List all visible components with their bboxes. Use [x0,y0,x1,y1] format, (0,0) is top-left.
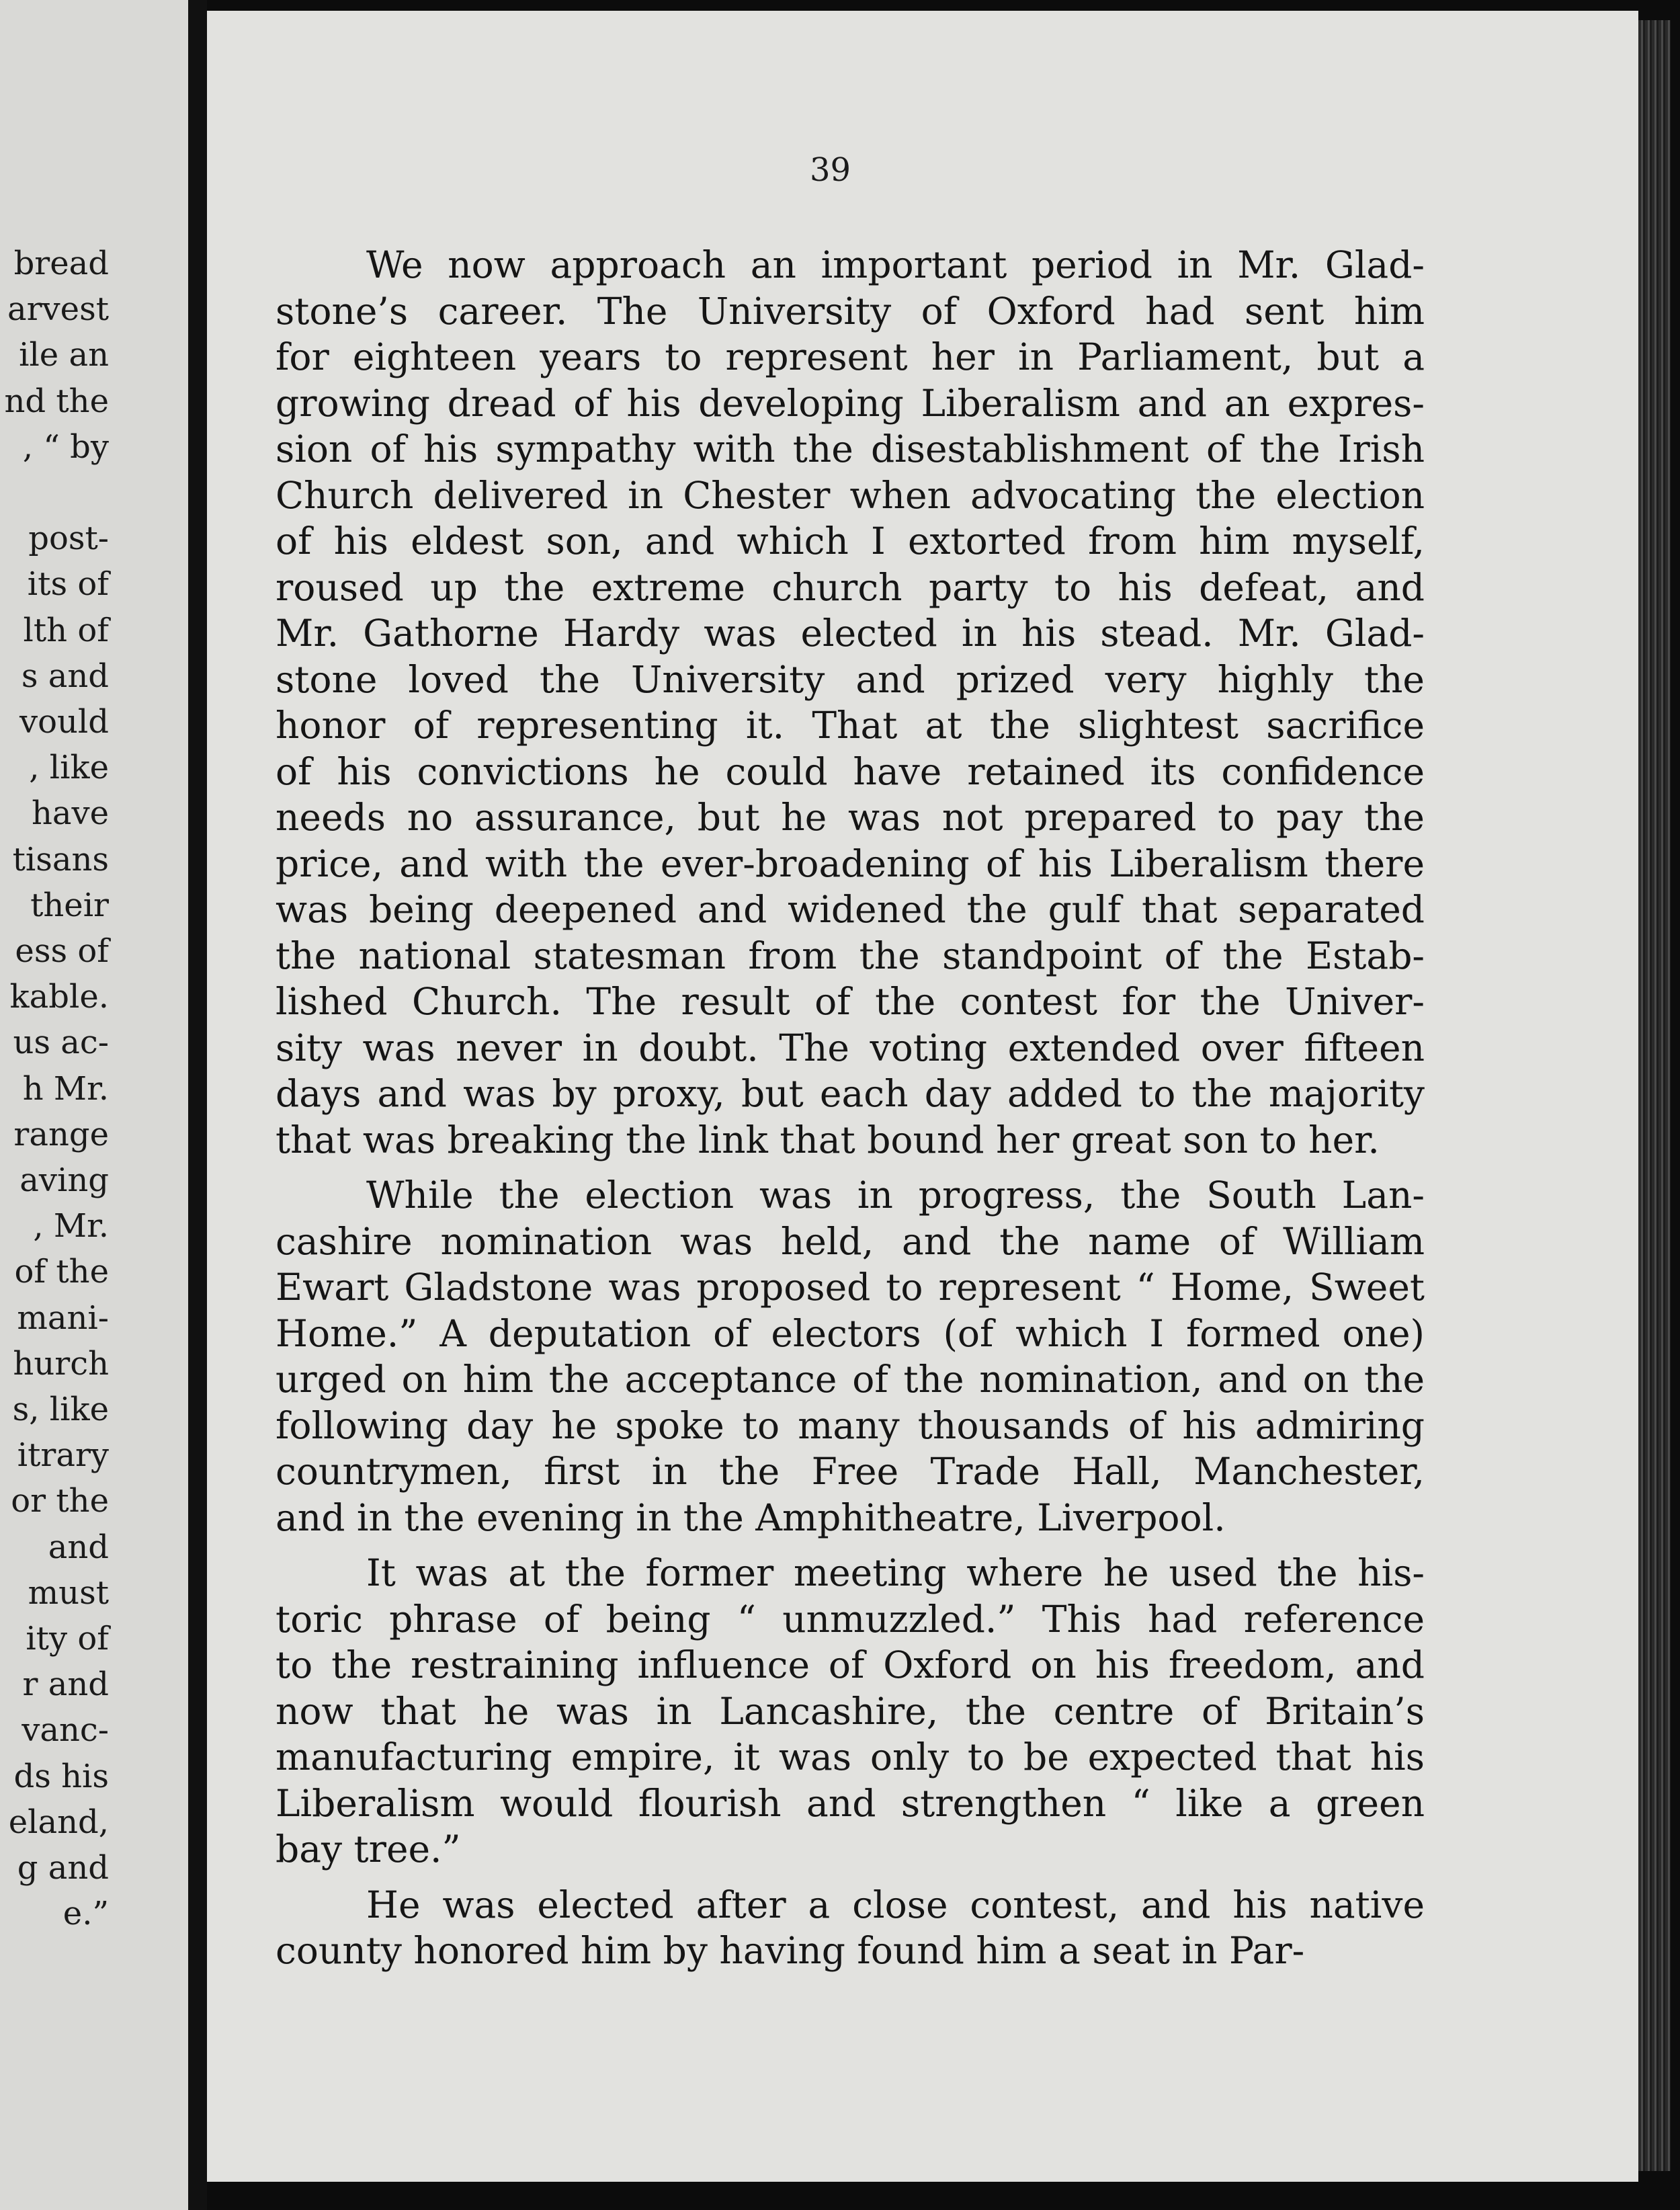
left-page-line: itrary [17,1436,109,1475]
text-line: cashire nomination was held, and the name of William [276,1219,1425,1263]
left-page-line: kable. [9,978,109,1016]
left-page-line: r and [22,1666,109,1704]
left-page-line: ds his [13,1757,109,1795]
left-page-line: their [30,886,109,924]
text-line: lished Church. The result of the contest for the Univer- [276,980,1425,1023]
text-line: Home.” A deputation of electors (of which I formed one) [276,1311,1425,1355]
text-line: stone’s career. The University of Oxford had sent him [276,289,1425,333]
left-page-line: , like [29,749,109,787]
left-page-line: mani- [17,1299,109,1337]
text-line: sion of his sympathy with the disestablishment of the Irish [276,427,1425,470]
paragraph [276,1550,1425,1873]
left-page-line: post- [28,520,109,558]
text-line: for eighteen years to represent her in Parliament, but a [276,335,1425,378]
left-page-line: or the [11,1482,109,1520]
left-page-line: eland, [8,1803,109,1841]
left-page-line: nd the [4,382,109,420]
text-line: needs no assurance, but he was not prepared to pay the [276,796,1425,839]
left-page-line: ity of [26,1620,109,1658]
left-page-line: , Mr. [33,1207,109,1245]
left-page-line: ile an [19,336,109,374]
text-line: of his eldest son, and which I extorted from him myself, [276,520,1425,563]
text-line: price, and with the ever-broadening of his Liberalism there [276,842,1425,885]
text-line: It was at the former meeting where he used the his- [366,1551,1425,1594]
text-line: Liberalism would flourish and strengthen “ like a green [276,1781,1425,1825]
left-page-line: hurch [13,1344,109,1383]
page-edge-stack [1638,20,1671,2171]
text-line: that was breaking the link that bound her great son to her. [276,1118,1380,1161]
left-page-line: , “ by [22,427,109,466]
text-line: of his convictions he could have retained its confidence [276,749,1425,793]
left-page-line: s and [21,657,109,695]
text-line: roused up the extreme church party to his defeat, and [276,565,1425,609]
left-page-line: range [13,1115,109,1153]
left-page-line: have [31,794,109,833]
text-line: Mr. Gathorne Hardy was elected in his stead. Mr. Glad- [276,612,1425,655]
text-line: Church delivered in Chester when advocating the election [276,473,1425,517]
text-line: bay tree.” [276,1828,461,1871]
body-text [276,242,1425,1974]
text-line: toric phrase of being “ unmuzzled.” This had reference [276,1597,1425,1641]
text-line: the national statesman from the standpoint of the Estab- [276,934,1425,977]
left-page-line: vould [19,703,109,741]
left-page-line: vanc- [22,1711,109,1750]
left-page-line: bread [13,245,109,282]
left-page-line: must [28,1573,109,1612]
text-line: now that he was in Lancashire, the centre of Britain’s [276,1689,1425,1733]
left-page-line: its of [27,565,109,604]
book-gutter [188,0,207,2210]
left-page-line: h Mr. [22,1069,109,1108]
text-line: While the election was in progress, the South Lan- [366,1174,1425,1217]
text-line: Ewart Gladstone was proposed to represent “ Home, Sweet [276,1266,1425,1309]
text-line: following day he spoke to many thousands of his admiring [276,1403,1425,1447]
text-line: was being deepened and widened the gulf that separated [276,888,1425,931]
paragraph [276,242,1425,1163]
left-page-fragment [0,0,188,2210]
left-page-line: tisans [12,840,109,878]
text-line: days and was by proxy, but each day added to the majority [276,1072,1425,1115]
text-line: He was elected after a close contest, and his native [366,1883,1425,1926]
paragraph [276,1882,1425,1974]
left-page-line: lth of [23,611,109,649]
left-page-line: arvest [7,290,109,329]
text-line: growing dread of his developing Liberalism and an expres- [276,381,1425,425]
paragraph [276,1172,1425,1541]
left-page-line: e.” [62,1895,109,1933]
text-line: sity was never in doubt. The voting extended over fifteen [276,1026,1425,1069]
text-line: county honored him by having found him a seat in Par- [276,1929,1305,1972]
left-page-line: s, like [12,1391,109,1428]
text-line: urged on him the acceptance of the nomination, and on the [276,1358,1425,1401]
text-line: and in the evening in the Amphitheatre, Liverpool. [276,1496,1226,1539]
left-page-line: of the [14,1253,109,1291]
text-line: We now approach an important period in Mr. Glad- [366,243,1425,286]
text-line: to the restraining influence of Oxford on his freedom, and [276,1643,1425,1686]
left-page-line: aving [19,1161,109,1199]
page-number: 39 [810,151,851,189]
text-line: honor of representing it. That at the slightest sacrifice [276,704,1425,747]
text-line: countrymen, first in the Free Trade Hall, Manchester, [276,1450,1425,1493]
left-page-line: g and [17,1849,109,1887]
left-page-line: and [48,1528,109,1566]
left-page-line: ess of [15,932,109,970]
text-line: stone loved the University and prized very highly the [276,657,1425,701]
text-line: manufacturing empire, it was only to be expected that his [276,1735,1425,1778]
left-page-line: us ac- [13,1024,109,1062]
